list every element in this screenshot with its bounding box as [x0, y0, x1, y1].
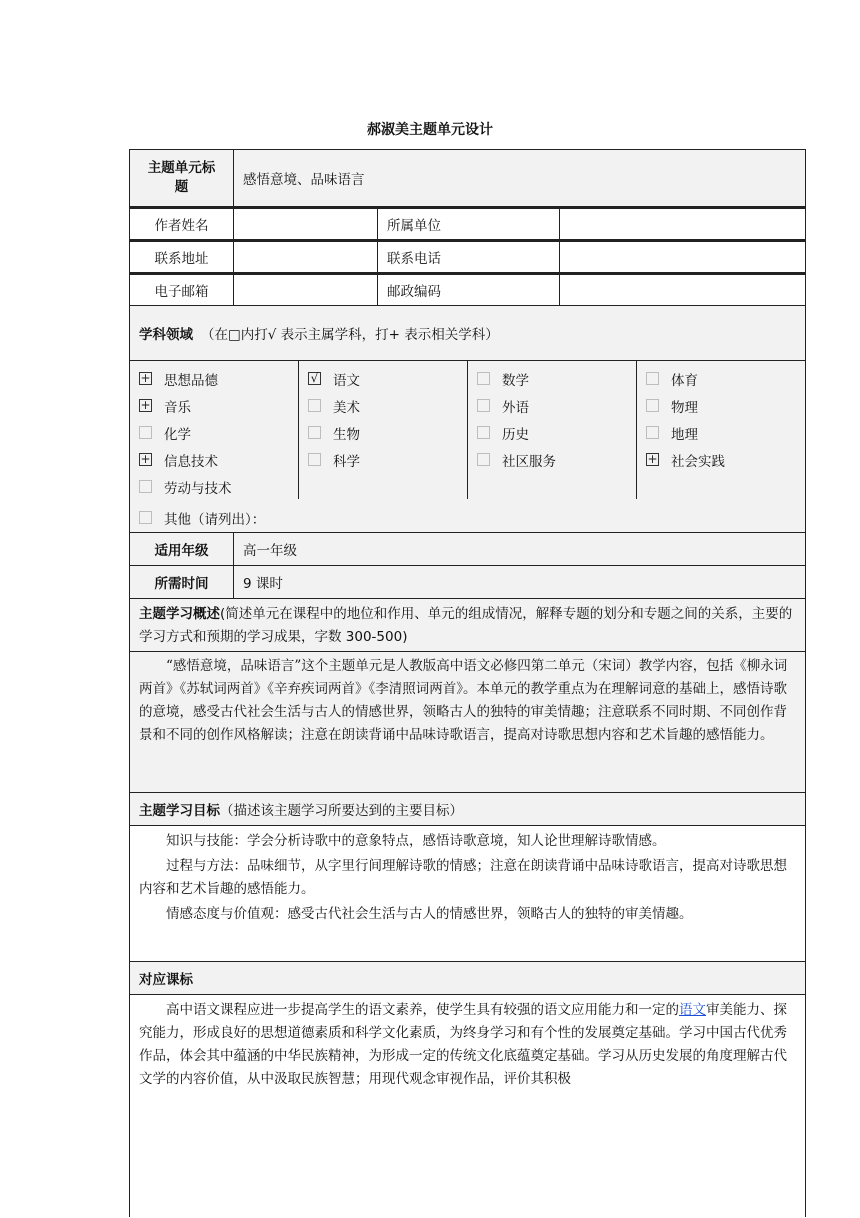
phone-label: 联系电话	[378, 242, 560, 272]
subjects-col-1	[139, 365, 299, 500]
overview-body	[130, 652, 805, 793]
unit-title-row	[130, 150, 805, 207]
hours-value: 9 课时	[243, 576, 283, 592]
subject-checkbox[interactable]	[139, 511, 152, 524]
subject-checkbox[interactable]	[308, 426, 321, 439]
subject-checkbox[interactable]	[139, 426, 152, 439]
subject-label: 物理	[671, 399, 698, 416]
subject-label: 历史	[502, 426, 529, 443]
subject-checkbox[interactable]	[477, 399, 490, 412]
subject-label: 体育	[671, 372, 698, 389]
subject-checkbox[interactable]	[308, 399, 321, 412]
subject-item[interactable]	[477, 392, 637, 419]
subject-label: 地理	[671, 426, 698, 443]
postcode-value	[560, 275, 805, 305]
subject-item[interactable]	[139, 392, 299, 419]
unit-title-value: 感悟意境、品味语言	[243, 172, 365, 188]
subject-checkbox[interactable]: +	[140, 398, 151, 412]
overview-header	[130, 599, 805, 652]
standards-header	[130, 962, 805, 995]
subject-label: 其他（请列出）：	[164, 511, 266, 528]
subject-checkbox[interactable]: +	[647, 452, 658, 466]
subject-label: 信息技术	[164, 453, 218, 470]
subject-item[interactable]	[139, 446, 299, 473]
subject-checkbox[interactable]	[477, 372, 490, 385]
overview-note: (简述单元在课程中的地位和作用、单元的组成情况，解释专题的划分和专题之间的关系，主要的学习方式和预期的学习成果，字数 300-500)	[139, 606, 793, 645]
subjects-grid	[130, 361, 805, 533]
grade-row	[130, 533, 805, 566]
subject-checkbox[interactable]: +	[140, 452, 151, 466]
subject-item[interactable]	[646, 392, 796, 419]
email-value	[234, 275, 378, 305]
subject-label: 数学	[502, 372, 529, 389]
hours-row	[130, 566, 805, 599]
subject-checkbox[interactable]	[477, 426, 490, 439]
subject-item[interactable]	[308, 446, 468, 473]
goals-heading: 主题学习目标	[139, 803, 220, 819]
goal-item: 过程与方法：品味细节，从字里行间理解诗歌的情感；注意在朗读背诵中品味诗歌语言，提高对诗歌思想内容和艺术旨趣的感悟能力。	[139, 858, 787, 897]
goals-note: （描述该主题学习所要达到的主要目标）	[220, 803, 463, 819]
subject-item[interactable]	[139, 419, 299, 446]
subject-label: 社会实践	[671, 453, 725, 470]
standards-link[interactable]: 语文	[679, 1002, 706, 1018]
subject-label: 社区服务	[502, 453, 556, 470]
address-label: 联系地址	[130, 242, 234, 272]
address-value	[234, 242, 378, 272]
subject-area-row	[130, 306, 805, 361]
author-name-value	[234, 209, 378, 239]
standards-text-part: 审美能力、探究能力，形成良好的思想道德素质和科学文化素质，为终身学习和有个性的发展奠定基础。学习中国古代优秀作品，体会其中蕴涵的中华民族精神，为形成一定的传统文化底蕴奠定基础。学习从历史发展的角度理解古代文学的内容价值，从中汲取民族智慧；用现代观念审视作品，评价其积极	[139, 1002, 787, 1087]
subject-item[interactable]	[477, 419, 637, 446]
subject-label: 外语	[502, 399, 529, 416]
goal-item: 情感态度与价值观：感受古代社会生活与古人的情感世界，领略古人的独特的审美情趣。	[166, 906, 693, 922]
goals-body	[130, 826, 805, 962]
address-row	[130, 240, 805, 273]
design-table	[129, 149, 806, 1217]
subject-item[interactable]	[139, 365, 299, 392]
subject-area-heading: 学科领域	[139, 327, 193, 343]
subject-checkbox[interactable]	[139, 480, 152, 493]
subject-area-note: （在□内打√ 表示主属学科，打+ 表示相关学科）	[201, 327, 499, 343]
subject-item[interactable]	[477, 446, 637, 473]
goals-header	[130, 793, 805, 826]
affiliation-label: 所属单位	[378, 209, 560, 239]
subject-checkbox[interactable]	[646, 399, 659, 412]
phone-value	[560, 242, 805, 272]
subject-checkbox[interactable]	[646, 426, 659, 439]
subject-label: 音乐	[164, 399, 191, 416]
subject-checkbox[interactable]: √	[308, 372, 321, 385]
goal-item: 知识与技能：学会分析诗歌中的意象特点，感悟诗歌意境，知人论世理解诗歌情感。	[166, 833, 666, 849]
subject-label: 生物	[333, 426, 360, 443]
subject-label: 科学	[333, 453, 360, 470]
affiliation-value	[560, 209, 805, 239]
subject-item[interactable]	[308, 365, 468, 392]
column-divider	[298, 361, 299, 499]
grade-value: 高一年级	[243, 543, 297, 559]
standards-body	[130, 995, 805, 1218]
column-divider	[467, 361, 468, 499]
subject-item-other[interactable]	[139, 504, 265, 531]
column-divider	[636, 361, 637, 499]
standards-text-part: 高中语文课程应进一步提高学生的语文素养，使学生具有较强的语文应用能力和一定的	[166, 1002, 679, 1018]
subject-item[interactable]	[477, 365, 637, 392]
subject-item[interactable]	[308, 419, 468, 446]
grade-label: 适用年级	[130, 533, 234, 565]
email-label: 电子邮箱	[130, 275, 234, 305]
subject-item[interactable]	[308, 392, 468, 419]
subject-item[interactable]	[646, 365, 796, 392]
subject-item[interactable]	[646, 446, 796, 473]
unit-title-label: 主题单元标题	[130, 150, 234, 206]
subjects-col-2	[308, 365, 468, 473]
author-row	[130, 207, 805, 240]
document-title: 郝淑美主题单元设计	[367, 122, 493, 138]
subject-item[interactable]	[646, 419, 796, 446]
subject-item[interactable]	[139, 473, 299, 500]
subjects-col-3	[477, 365, 637, 473]
subject-label: 思想品德	[164, 372, 218, 389]
overview-heading: 主题学习概述	[139, 606, 220, 622]
standards-text	[130, 995, 805, 1091]
subject-label: 美术	[333, 399, 360, 416]
subject-checkbox[interactable]	[308, 453, 321, 466]
subject-checkbox[interactable]	[477, 453, 490, 466]
subject-label: 语文	[333, 372, 360, 389]
email-row	[130, 273, 805, 306]
subjects-col-4	[646, 365, 796, 473]
overview-text: “感悟意境，品味语言”这个主题单元是人教版高中语文必修四第二单元（宋词）教学内容，包括《柳永词两首》《苏轼词两首》《辛弃疾词两首》《李清照词两首》。本单元的教学重点为在理解词意的基础上，感悟诗歌的意境，感受古代社会生活与古人的情感世界，领略古人的独特的审美情趣；注意联系不同时期、不同创作背景和不同的创作风格解读；注意在朗读背诵中品味诗歌语言，提高对诗歌思想内容和艺术旨趣的感悟能力。	[139, 658, 788, 743]
hours-label: 所需时间	[130, 566, 234, 598]
postcode-label: 邮政编码	[378, 275, 560, 305]
author-name-label: 作者姓名	[130, 209, 234, 239]
subject-label: 化学	[164, 426, 191, 443]
subject-checkbox[interactable]: +	[140, 371, 151, 385]
subject-label: 劳动与技术	[164, 480, 232, 497]
subject-checkbox[interactable]	[646, 372, 659, 385]
standards-heading: 对应课标	[139, 972, 193, 988]
